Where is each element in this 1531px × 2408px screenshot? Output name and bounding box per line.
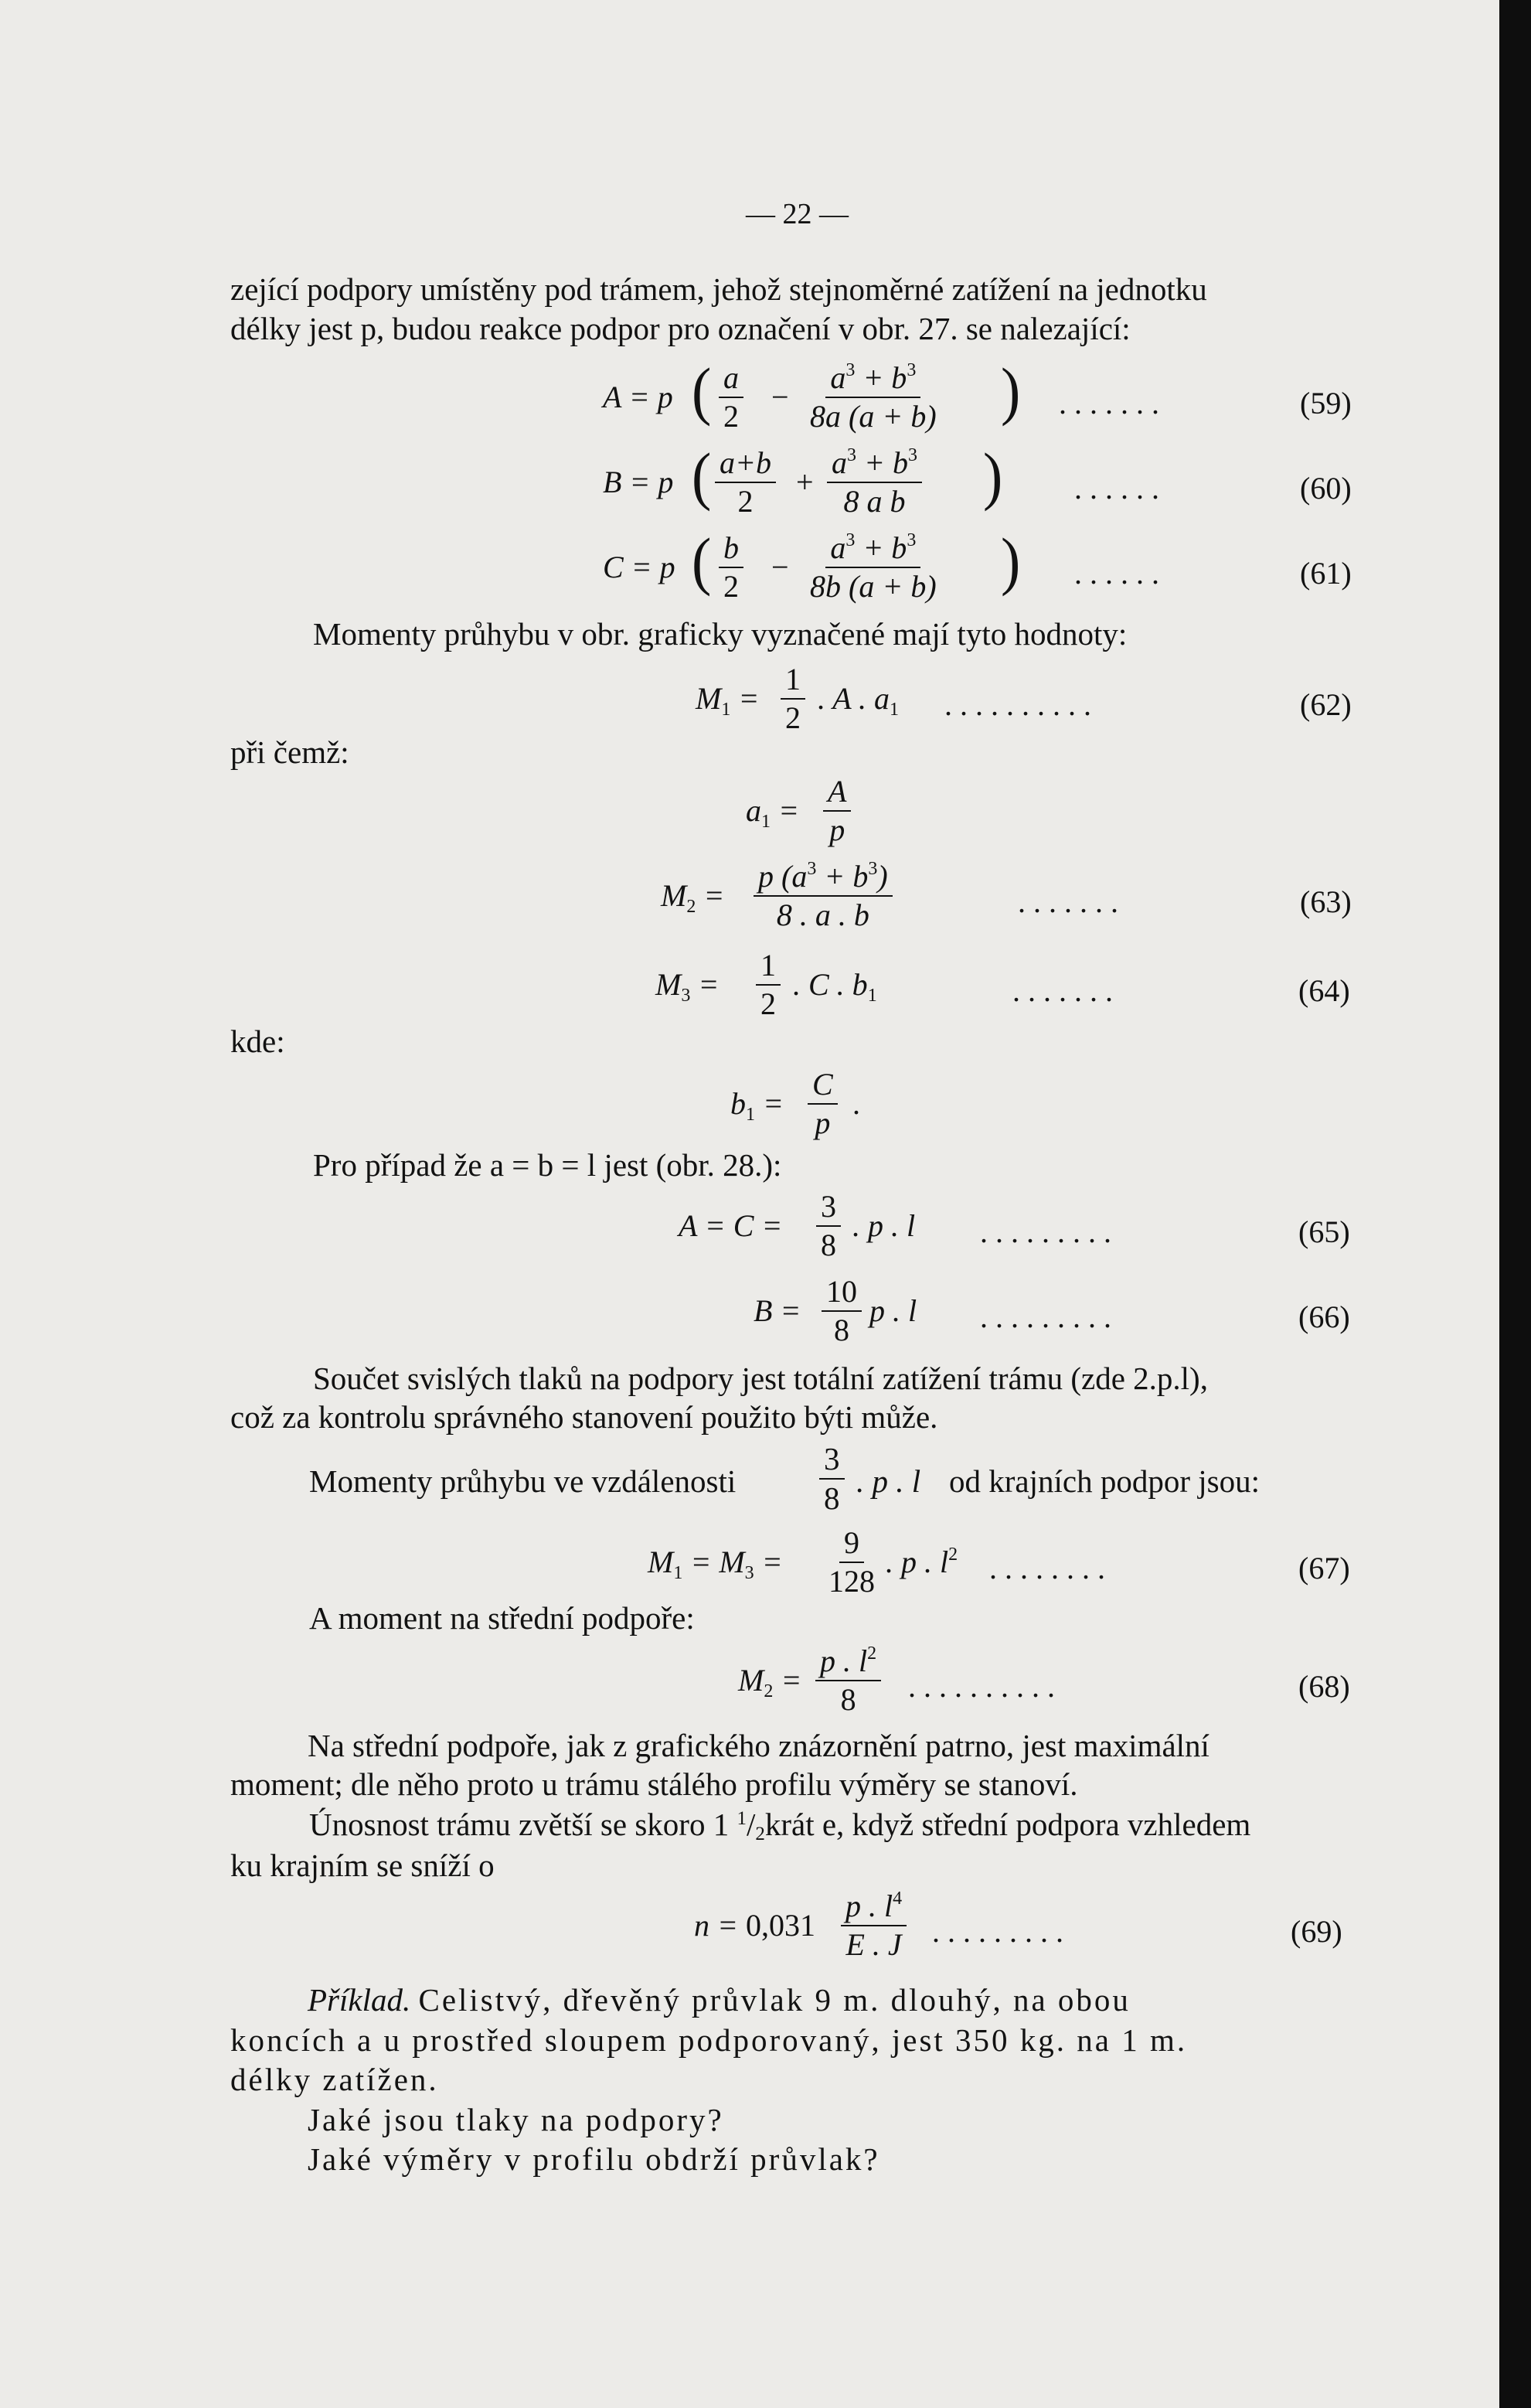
example-line: Příklad. Celistvý, dřevěný průvlak 9 m. dlouhý, na obou bbox=[308, 1982, 1131, 2018]
equation-68: $M_2$ = $\frac{p . l^2}{8}$ .......... (68) bbox=[738, 1643, 1350, 1717]
example-question: Jaké výměry v profilu obdrží průvlak? bbox=[308, 2141, 880, 2177]
page-number: — 22 — bbox=[746, 198, 849, 230]
example-question: Jaké jsou tlaky na podpory? bbox=[308, 2102, 724, 2137]
equation-number: (62) bbox=[1300, 687, 1352, 722]
equation-number: (65) bbox=[1298, 1214, 1350, 1249]
paragraph-line: Na střední podpoře, jak z grafického znázornění patrno, jest maximální bbox=[308, 1728, 1209, 1763]
equation-number: (60) bbox=[1300, 471, 1352, 506]
paragraph-line: moment; dle něho proto u trámu stálého profilu výměry se stanoví. bbox=[230, 1766, 1078, 1802]
equation-66: B = $\frac{10}{8}$ p . l ......... (66) bbox=[754, 1274, 1350, 1347]
paragraph-line: A moment na střední podpoře: bbox=[309, 1600, 695, 1636]
equation-number: (61) bbox=[1300, 556, 1352, 591]
paragraph-line: Součet svislých tlaků na podpory jest totální zatížení trámu (zde 2.p.l), bbox=[313, 1361, 1208, 1396]
paragraph-line: Pro případ že a = b = l jest (obr. 28.): bbox=[313, 1147, 782, 1183]
paragraph-line: Únosnost trámu zvětší se skoro 1 $^1$/2krát e, když střední podpora vzhledem bbox=[309, 1807, 1251, 1844]
equation-63: $M_2$ = $\frac{p (a^3 + b^3)}{8 . a . b}$ ....... (63) bbox=[661, 859, 1352, 932]
equation-59: A = p ( $\frac{a}{2}$ − $\frac{a^3 + b^3}{8a (a + b)}$ ) ....... (59) bbox=[603, 355, 1352, 434]
equation-number: (68) bbox=[1298, 1669, 1350, 1704]
paragraph-line: ku krajním se sníží o bbox=[230, 1848, 495, 1883]
equation-b1: $b_1$ = $\frac{C}{p}$ . bbox=[730, 1067, 860, 1140]
equation-62: $M_1$ = $\frac{1}{2}$ . A . $a_1$ .......... (62) bbox=[696, 662, 1352, 735]
equation-69: n = 0,031 $\frac{p . l^4}{E . J}$ ......... (69) bbox=[694, 1889, 1342, 1962]
equation-64: $M_3$ = $\frac{1}{2}$ . C . $b_1$ ....... (64) bbox=[655, 948, 1350, 1021]
equation-65: A = C = $\frac{3}{8}$ . p . l ......... (65) bbox=[679, 1189, 1350, 1262]
paragraph-line: kde: bbox=[230, 1023, 285, 1059]
paragraph-line: Momenty průhybu v obr. graficky vyznačené mají tyto hodnoty: bbox=[313, 616, 1128, 652]
paragraph-line: při čemž: bbox=[230, 734, 349, 770]
paragraph-line: což za kontrolu správného stanovení použito býti může. bbox=[230, 1399, 938, 1435]
scan-border bbox=[1499, 0, 1531, 2408]
equation-a1: $a_1$ = $\frac{A}{p}$ bbox=[746, 775, 978, 837]
equation-number: (63) bbox=[1300, 884, 1352, 919]
example-line: délky zatížen. bbox=[230, 2062, 439, 2097]
equation-number: (69) bbox=[1291, 1914, 1342, 1949]
equation-number: (64) bbox=[1298, 973, 1350, 1008]
equation-61: C = p ( $\frac{b}{2}$ − $\frac{a^3 + b^3}{8b (a + b)}$ ) ...... (61) bbox=[603, 525, 1352, 604]
equation-60: B = p ( $\frac{a+b}{2}$ + $\frac{a^3 + b^3}{\text{8 a b}}$ ) ...... (60) bbox=[603, 440, 1352, 519]
paragraph-line: zející podpory umístěny pod trámem, jehož stejnoměrné zatížení na jednotku bbox=[230, 271, 1207, 307]
equation-number: (67) bbox=[1298, 1551, 1350, 1585]
equation-number: (59) bbox=[1300, 386, 1352, 421]
example-line: koncích a u prostřed sloupem podporovaný, jest 350 kg. na 1 m. bbox=[230, 2022, 1188, 2058]
paragraph-line: délky jest p, budou reakce podpor pro označení v obr. 27. se nalezající: bbox=[230, 311, 1131, 346]
equation-67: $M_1 = M_3$ = $\frac{9}{128}$ . p . $l^2$ ........ (67) bbox=[648, 1525, 1350, 1599]
moments-distance-line: Momenty průhybu ve vzdálenosti $\frac{3}{8}$ . p . l od krajních podpor jsou: bbox=[309, 1441, 1260, 1517]
equation-number: (66) bbox=[1298, 1299, 1350, 1334]
example-label: Příklad. bbox=[308, 1982, 411, 2018]
